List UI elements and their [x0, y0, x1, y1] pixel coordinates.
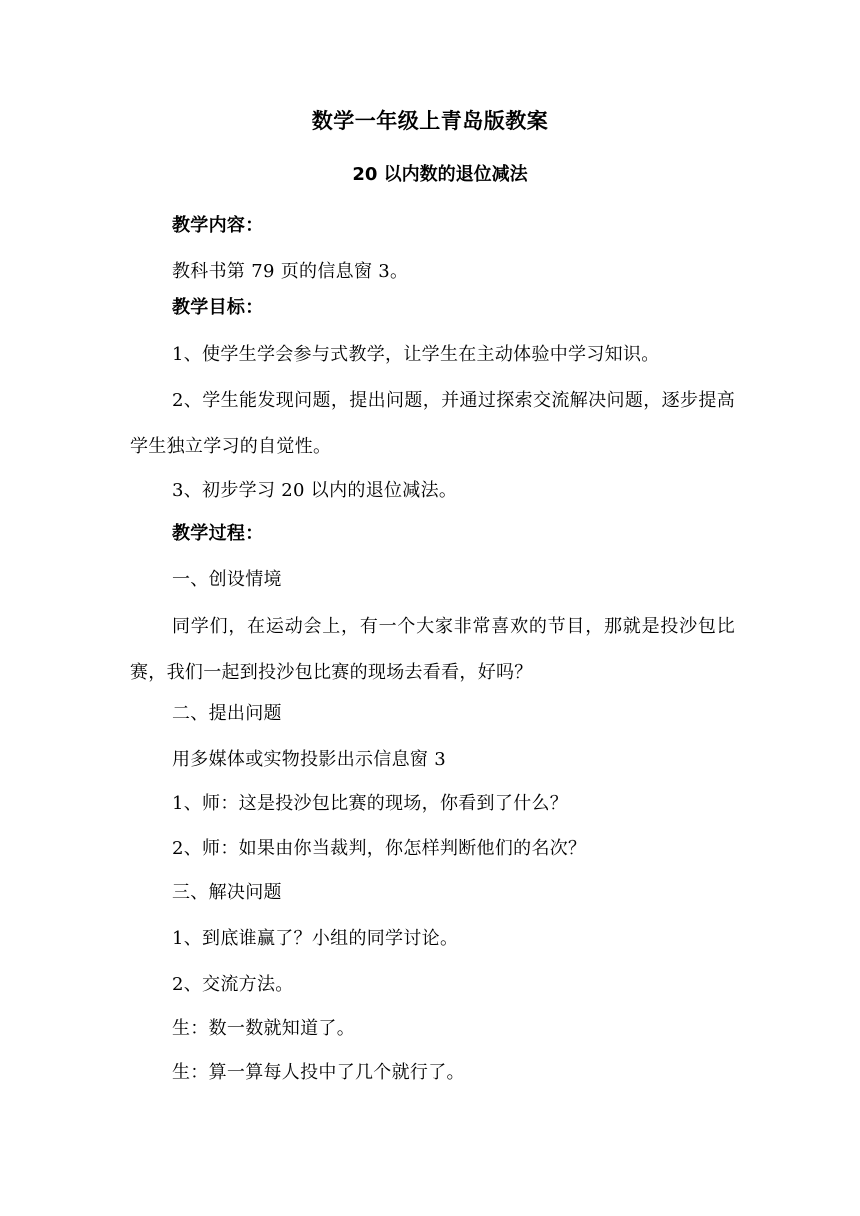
paragraph-goal-3: 3、初步学习 20 以内的退位减法。	[172, 480, 458, 501]
paragraph-goal-2: 2、学生能发现问题，提出问题，并通过探索交流解决问题，逐步提高学生独立学习的自觉性。	[130, 390, 735, 457]
document-title: 数学一年级上青岛版教案	[311, 109, 549, 133]
section-heading-3: 三、解决问题	[172, 882, 282, 903]
paragraph-goal-1: 1、使学生学会参与式教学，让学生在主动体验中学习知识。	[172, 344, 660, 365]
paragraph-teacher-q2: 2、师：如果由你当裁判，你怎样判断他们的名次？	[172, 838, 587, 859]
heading-teaching-content: 教学内容：	[172, 215, 264, 236]
heading-teaching-goals: 教学目标：	[172, 297, 264, 318]
paragraph-teacher-q1: 1、师：这是投沙包比赛的现场，你看到了什么？	[172, 793, 569, 814]
paragraph-discuss: 1、到底谁赢了？小组的同学讨论。	[172, 928, 459, 949]
document-subtitle: 20 以内数的退位减法	[352, 164, 528, 185]
paragraph-student-2: 生：算一算每人投中了几个就行了。	[172, 1062, 465, 1083]
paragraph-show-info: 用多媒体或实物投影出示信息窗 3	[172, 749, 446, 770]
section-heading-2: 二、提出问题	[172, 703, 282, 724]
paragraph-student-1: 生：数一数就知道了。	[172, 1018, 355, 1039]
paragraph-exchange: 2、交流方法。	[172, 974, 294, 995]
heading-teaching-process: 教学过程：	[172, 523, 264, 544]
section-heading-1: 一、创设情境	[172, 569, 282, 590]
paragraph-scenario: 同学们，在运动会上，有一个大家非常喜欢的节目，那就是投沙包比赛，我们一起到投沙包比赛的现场去看看，好吗？	[130, 616, 735, 683]
paragraph-textbook-ref: 教科书第 79 页的信息窗 3。	[172, 261, 409, 282]
